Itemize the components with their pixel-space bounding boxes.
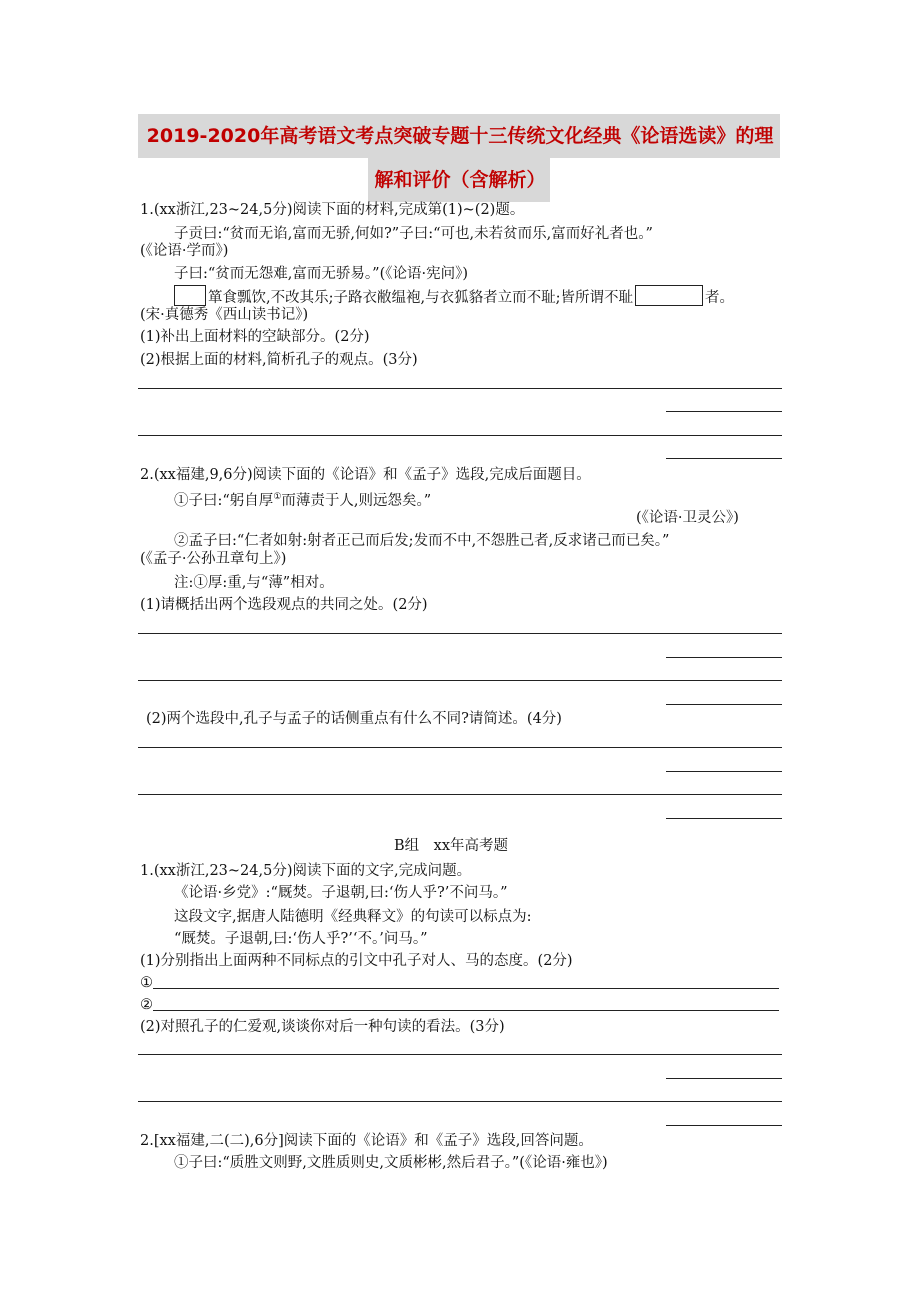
answer-line[interactable] bbox=[666, 1078, 782, 1079]
q2-source-2: (《孟子·公孙丑章句上》) bbox=[140, 551, 287, 567]
group-b-heading: B组 xx年高考题 bbox=[394, 838, 509, 854]
answer-line[interactable] bbox=[138, 680, 782, 681]
q1-quote-1: 子贡曰:“贫而无谄,富而无骄,何如?”子曰:“可也,未若贫而乐,富而好礼者也。” bbox=[174, 226, 653, 242]
answer-line[interactable] bbox=[666, 771, 782, 772]
answer-line[interactable] bbox=[153, 972, 779, 989]
answer-line[interactable] bbox=[666, 818, 782, 819]
q2-quote-1: ①子曰:“躬自厚①而薄责于人,则远怨矣。” bbox=[174, 492, 432, 509]
q2-sub-2: (2)两个选段中,孔子与孟子的话侧重点有什么不同?请简述。(4分) bbox=[146, 711, 562, 727]
q2-quote-2: ②孟子曰:“仁者如射:射者正己而后发;发而不中,不怨胜己者,反求诸己而已矣。” bbox=[174, 533, 670, 549]
blank-box-2[interactable] bbox=[635, 285, 703, 306]
answer-line[interactable] bbox=[666, 704, 782, 705]
answer-line[interactable] bbox=[138, 435, 782, 436]
q2-note: 注:①厚:重,与“薄”相对。 bbox=[174, 575, 334, 591]
b1-quote-2: 这段文字,据唐人陆德明《经典释文》的句读可以标点为: bbox=[174, 909, 532, 925]
q1-source-3: (宋·真德秀《西山读书记》) bbox=[140, 307, 309, 323]
b1-sub-2: (2)对照孔子的仁爱观,谈谈你对后一种句读的看法。(3分) bbox=[140, 1019, 505, 1035]
answer-line[interactable] bbox=[666, 411, 782, 412]
answer-line[interactable] bbox=[153, 994, 779, 1011]
q1-stem: 1.(xx浙江,23~24,5分)阅读下面的材料,完成第(1)~(2)题。 bbox=[140, 202, 525, 218]
b1-sub-1: (1)分别指出上面两种不同标点的引文中孔子对人、马的态度。(2分) bbox=[140, 953, 573, 969]
q2-sub-1: (1)请概括出两个选段观点的共同之处。(2分) bbox=[140, 597, 428, 613]
b2-stem: 2.[xx福建,二(二),6分]阅读下面的《论语》和《孟子》选段,回答问题。 bbox=[140, 1133, 593, 1149]
q1-quote-3: 箪食瓢饮,不改其乐;子路衣敝缊袍,与衣狐貉者立而不耻;皆所谓不耻 者。 bbox=[174, 285, 734, 309]
b1-answer-row-2: ② bbox=[140, 994, 779, 1016]
answer-line[interactable] bbox=[138, 388, 782, 389]
q1-sub-2: (2)根据上面的材料,简析孔子的观点。(3分) bbox=[140, 352, 418, 368]
document-title-line-2: 解和评价（含解析） bbox=[374, 169, 546, 191]
b1-quote-1: 《论语·乡党》:“厩焚。子退朝,曰:‘伤人乎?’不问马。” bbox=[174, 885, 508, 901]
blank-box-1[interactable] bbox=[174, 285, 206, 306]
answer-line[interactable] bbox=[138, 633, 782, 634]
answer-line[interactable] bbox=[666, 458, 782, 459]
answer-line[interactable] bbox=[138, 794, 782, 795]
q1-sub-1: (1)补出上面材料的空缺部分。(2分) bbox=[140, 329, 370, 345]
answer-line[interactable] bbox=[666, 657, 782, 658]
q1-quote-2: 子曰:“贫而无怨难,富而无骄易。”(《论语·宪问》) bbox=[174, 266, 468, 282]
document-title-line-1: 2019-2020年高考语文考点突破专题十三传统文化经典《论语选读》的理 bbox=[146, 125, 774, 147]
answer-line[interactable] bbox=[138, 1054, 782, 1055]
q2-source-1: (《论语·卫灵公》) bbox=[636, 510, 739, 526]
b1-stem: 1.(xx浙江,23~24,5分)阅读下面的文字,完成问题。 bbox=[140, 863, 472, 879]
b1-answer-row-1: ① bbox=[140, 972, 779, 994]
q1-source-1: (《论语·学而》) bbox=[140, 243, 229, 259]
answer-line[interactable] bbox=[666, 1125, 782, 1126]
answer-line[interactable] bbox=[138, 747, 782, 748]
b2-quote-1: ①子曰:“质胜文则野,文胜质则史,文质彬彬,然后君子。”(《论语·雍也》) bbox=[174, 1155, 608, 1171]
q2-stem: 2.(xx福建,9,6分)阅读下面的《论语》和《孟子》选段,完成后面题目。 bbox=[140, 467, 591, 483]
answer-line[interactable] bbox=[138, 1101, 782, 1102]
b1-quote-3: “厩焚。子退朝,曰:‘伤人乎?’‘不。’问马。” bbox=[174, 931, 428, 947]
